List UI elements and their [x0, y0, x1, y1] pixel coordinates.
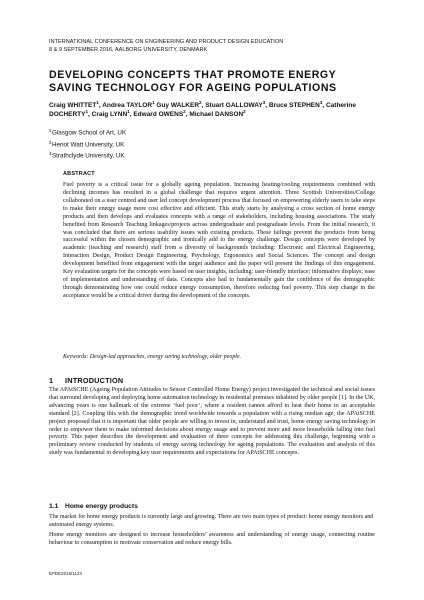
author-name: Michael DANSON	[189, 111, 244, 118]
subsection-heading	[49, 503, 138, 510]
author	[156, 99, 202, 109]
conference-date-venue: 8 & 9 SEPTEMBER 2016, AALBORG UNIVERSITY, DENMARK	[49, 46, 208, 53]
affiliation-text: Heriot Watt University, UK	[51, 141, 125, 149]
subsection-title: Home energy products	[65, 503, 138, 510]
author-affiliation-marker: 2	[199, 99, 202, 105]
subsection-paragraph-1: The market for home energy products is currently large and growing. There are two main types of product: home energy monitors and automated energy systems.	[49, 514, 374, 528]
conference-header	[49, 39, 379, 54]
author-affiliation-marker: 1	[127, 108, 130, 114]
affiliation-text: Glasgow School of Art, UK	[51, 129, 127, 137]
author-affiliation-marker: 1	[96, 99, 99, 105]
introduction-body: The APAtSCHE (Ageing Population Attitudes to Sensor Controlled Home Energy) project investigated the technical and social issues that surround developing and deploying home automation technology in residential premises inhabited by older people [1]. In the UK, advancing years is one hallmark of the extreme ‘fuel poor’, where a resident cannot afford to heat their home to an acceptable standard [2]. Coupling this with the demographic trend worldwide towards a population with a rising median age, the APAtSCHE project proposed that it is important that older people are willing to invest in, understand and trust, home energy saving technology in order to empower them to make informed decisions about energy usage and to prevent more and more households falling into fuel poverty. This paper describes the development and evaluation of three concepts for addressing this challenge, beginning with a preliminary review conducted by students of energy saving technology for ageing populations. The evaluation and analysis of this study was fundamental in developing key user requirements and expectations for APAtSCHE concepts.	[49, 387, 375, 457]
subsection-number: 1.1	[49, 503, 59, 510]
affiliation-number: 2	[49, 139, 52, 145]
author-affiliation-marker: 1	[152, 99, 155, 105]
section-heading-introduction	[49, 376, 123, 385]
author-name: Andrea TAYLOR	[102, 102, 153, 109]
subsection-paragraph-2: Home energy monitors are designed to increase householders’ awareness and understanding of energy usage, connecting routine behaviour to consumption to motivate conservation and reduce energy bills.	[49, 532, 375, 546]
author-name: Craig WHITTET	[49, 102, 97, 109]
affiliation-text: Strathclyde University, UK	[51, 152, 125, 160]
paper-footer-id: EPDE2016/1123	[49, 571, 82, 576]
author-name: Catherine DOCHERTY	[49, 102, 356, 118]
affiliation-number: 3	[49, 151, 52, 157]
author-affiliation-marker: 2	[243, 108, 246, 114]
author	[49, 99, 99, 109]
author-name: Craig LYNN	[91, 111, 128, 118]
affiliation-item	[49, 138, 379, 150]
author-name: Edward OWENS	[133, 111, 184, 118]
abstract-heading: ABSTRACT	[63, 171, 95, 177]
author-affiliation-marker: 2	[183, 108, 186, 114]
author-affiliation-marker: 3	[262, 99, 266, 105]
affiliation-number: 1	[49, 128, 52, 133]
section-number: 1	[49, 376, 54, 385]
conference-name: INTERNATIONAL CONFERENCE ON ENGINEERING AND PRODUCT DESIGN EDUCATION	[49, 39, 284, 45]
author	[133, 108, 186, 118]
paper-title: DEVELOPING CONCEPTS THAT PROMOTE ENERGY SAVING TECHNOLOGY FOR AGEING POPULATIONS	[49, 69, 337, 95]
abstract-body: Fuel poverty is a critical issue for a globally ageing population. Increasing heating/cooling requirements combined with declining incomes has resulted in a global challenge that requires urgent attention. Three Scottish Universities/College collaborated on a user centred and user led concept development process that focused on empowering elderly users to take steps to make their energy usage more cost effective and efficient. This study starts by analysing a cross section of home energy products and then develops and evaluates concepts with a range of stakeholders, including housing associations. The study benefited from Research Teaching linkages/projects across undergraduate and postgraduate levels. From the initial research, it was concluded that there are serious usability issues with existing products. These failings prevent the products from being successful within the chosen demographic and ironically add to the energy challenge. Design concepts were developed by academic (teaching and research) staff from a diversity of backgrounds including: Electronic and Electrical Engineering, Interaction Design, Product Design Engineering, Psychology, Ergonomics and Social Sciences. The concept and design development benefited from engagement with the target audience and the paper will present the findings of this engagement. Key evaluation targets for the concepts were based on user insights, including: user-friendly interface; informative displays; ease of implementation and understanding of data. Concepts also had to fundamentally gain the confidence of the demographic through demonstrating how one could reduce energy consumption, therefore reducing fuel poverty. This step change in the acceptance would be a critical driver during the development of the concepts.	[63, 182, 375, 299]
author-affiliation-marker: 3	[319, 99, 323, 105]
author-list: Craig WHITTET$^1$, Andrea TAYLOR$^1$ Guy WALKER$^2$, Stuart GALLOWAY$^3$, Bruce STEPHEN$^3$, Catherine DOCHERTY$^1$, Craig LYNN$^1$, Edward OWENS$^2$, Michael DANSON$^2$	[49, 99, 356, 118]
author	[189, 108, 246, 118]
author-name: Guy WALKER	[156, 102, 200, 109]
author-name: Bruce STEPHEN	[268, 102, 320, 109]
affiliation-item	[49, 126, 379, 138]
author-affiliation-marker: 1	[85, 108, 89, 114]
author	[268, 99, 323, 109]
author	[205, 99, 266, 109]
keywords: Keywords: Design-led approaches, energy saving technology, older people.	[63, 354, 241, 360]
affiliation-item	[49, 149, 379, 161]
author	[91, 108, 130, 118]
affiliation-list	[49, 126, 379, 161]
author-name: Stuart GALLOWAY	[205, 102, 263, 109]
section-title: INTRODUCTION	[65, 376, 124, 385]
